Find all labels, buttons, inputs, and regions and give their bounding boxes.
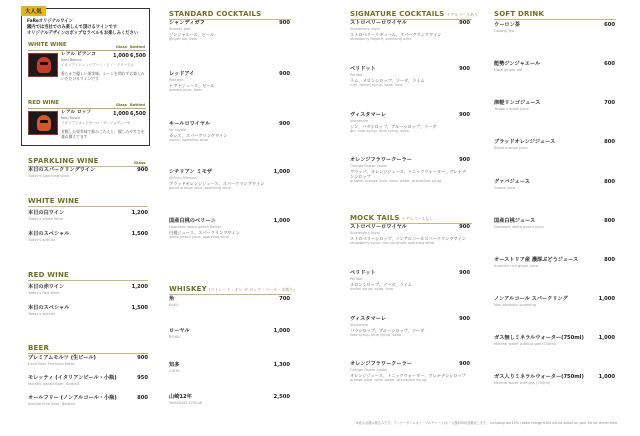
footer-note: ※表示金額は税込みです。ディナータイムはテーブルチャージ(お一人様¥300)頂戴致します。 including tax 10% / table charge ¥300 will be added on your bill for dinner time [356,421,618,425]
divider [28,206,148,207]
price: 1,200 [131,284,148,290]
price: 900 [459,66,470,72]
promo-white-title: WHITE WINE [28,42,67,48]
price: 900 [137,355,148,361]
menu-item: 本日の白ワイン Today's White Wine [28,210,65,221]
section-soft-drink: SOFT DRINK [494,10,545,18]
menu-item: ヴィスタマーレ Vistamare バラシロップ、ブルーシロップ、ソーダ rose syrup, blue syrup, soda [350,316,425,338]
promo-red-name: レアル ロッソ [61,110,92,115]
price: 950 [137,375,148,381]
section-red-wine: RED WINE [28,271,69,279]
menu-item: 本日のスペシャル Today's special [28,305,70,316]
menu-item: 本日の赤ワイン Today's Red Wine [28,284,65,295]
section-whiskey: WHISKEY (ストレート・オン ザ ロック・ソーダ・水割り) [169,285,295,293]
price: 1,000 [598,335,615,341]
price: 1,300 [273,362,290,368]
wine-label-image [28,111,58,135]
menu-item: レッドアイ Red eye トマトジュース、ビール tomato juice, beer [169,71,215,93]
price: 1,000 [273,328,290,334]
price: 900 [459,112,470,118]
price: 700 [279,296,290,302]
section-standard-cocktails: STANDARD COCKTAILS [169,10,262,18]
price: 1,200 [131,210,148,216]
price: 1,000 [598,296,615,302]
menu-item: 知多 CHITA [169,362,180,373]
menu-item: ガス無しミネラルウォーター(750ml) Mineral water without gas (750ml) [494,335,584,346]
promo-red-title: RED WINE [28,100,59,106]
section-signature-cocktails: SIGNATURE COCKTAILS ＊アルコールあり [350,10,479,18]
menu-item: ペリドット Peridot メロンシロップ、ソーダ、ライム melon syrup, soda, lime [350,270,412,292]
price: 1,500 [131,231,148,237]
menu-item: オレンジフラワークーラー Orange flower cooler オレンジジュース、トニックウォーター、グレナデンシロップ orange juice, tonic water, grenadine syrup [350,361,466,383]
menu-item: シチリアン ミモザ Sicilian Mimosa ブラッドオレンジジュース、スパークリングワイン blood orange juice, sparkling wine [169,169,265,191]
price: 1,500 [131,305,148,311]
menu-item: 山崎12年 YAMAZAKI 12YEAR [169,394,203,405]
price: 900 [459,270,470,276]
price: 900 [459,316,470,322]
menu-item: シャンディガフ Shandy gaff ジンジャエール、ビール ginger ale, beer [169,20,215,42]
menu-item: オールフリー (ノンアルコール・小瓶) Alcohol-Free Beer, Bottled [28,395,117,406]
menu-item: 能勢ジンジャエール Nose ginger ale [494,61,541,72]
section-beer: BEER [28,344,50,352]
menu-item: モレッティ (イタリアンビール・小瓶) Moretti, Italian Beer, Bottled [28,375,117,386]
price: 700 [604,100,615,106]
price: 1,000 [273,218,290,224]
price: 900 [279,20,290,26]
divider [28,353,148,354]
price: 800 [604,218,615,224]
promo-headline: FaReオリジナルワイン 國内では当社でのみ楽しんで頂けるワインです オリジナルデザインのボップなラベルもお楽しみください [27,19,139,36]
menu-item: 津軽リンゴジュース Tsugaru apple juice [494,100,541,111]
price: 900 [279,121,290,127]
price: 800 [604,179,615,185]
section-sparkling: SPARKLING WINE [28,157,99,165]
menu-item: ガス入りミネラルウォーター(750ml) Mineral water with gas (750ml) [494,374,584,385]
menu-item: オレンジフラワークーラー Orange flower cooler グラッパ、オレンジジュース、トニックウォーター、グレナデンシロップ grappa, orange juice, tonic water, grenadine syrup [350,157,467,184]
menu-item: ブラッドオレンジジュース Blood orange juice [494,139,556,150]
menu-item: ストロベリーロワイヤル Strawberry royal ストロベリーシロップ、ノンアルコールスパークリングワイン strawberry syrup, non-alcoholic sparkling wine [350,224,466,246]
menu-item: ウーロン茶 Oolong Tea [494,22,520,33]
divider [28,50,146,51]
divider [169,294,291,295]
section-white-wine: WHITE WINE [28,197,80,205]
price: 900 [459,20,470,26]
divider [28,108,146,109]
menu-item: オーストリア産 濃厚ぶどうジュース Austrian rich grape juice [494,257,579,268]
menu-item: 国産白桃のベリーニ Domestic white peach Bellini 白桃ジュース、スパークリングワイン white peach juice, sparkling wine [169,218,240,240]
promo-white-name: レアル ビアンコ [61,52,96,57]
divider [494,19,616,20]
promo-box: 大人気 FaReオリジナルワイン 國内では当社でのみ楽しんで頂けるワインです オリジナルデザインのボップなラベルもお楽しみください WHITE WINE Glass Bottled レアル ビアンコ Real Bianco イタリア / トレッビアーノ・ピノ・グリージョ 香らかで優しい果実味、シーンを問わずお楽しみいただけるワインです 1,000 6,500 RED WINE Glass Bottled レアル ロッソ Real Rosso イタリア / ネッビオーロ・サンジョヴェーゼ 芳醇した果実味で飲みごたえと、親しみやすさを兼ね備えてます 1,000 6,500 [21,8,150,146]
menu-item: ローヤル ROYAL [169,328,190,339]
price: 2,500 [273,394,290,400]
menu-item: グァバジュース Guava juice [494,179,530,190]
menu-item: 国産白桃ジュース Domestic white peach juice [494,218,544,229]
menu-item: キールロワイヤル Kir royale カシス、スパークリングワイン cassis, sparkling wine [169,121,228,143]
price: 1,000 [598,374,615,380]
price: 800 [604,139,615,145]
menu-item: ヴィスタマーレ Vistamare ジン、バタシロップ、ブルーシロップ、ソーダ gin, rose syrup, blue syrup, soda [350,112,437,134]
price: 1,000 [273,169,290,175]
price: 900 [459,361,470,367]
glass-header: Glass [134,160,146,165]
menu-item: 本日のスパークリングワイン Today's Sparkling Wine [28,167,96,178]
price: 600 [604,61,615,67]
divider [28,280,148,281]
price: 600 [604,22,615,28]
price: 900 [459,224,470,230]
price: 800 [604,257,615,263]
menu-item: 角 KAKU [169,296,179,307]
section-mock-tails: MOCK TAILS ＊アルコールなし [350,214,434,222]
menu-item: ペリドット Peridot ラム、メロンシロップ、ソーダ、ライム rum, melon syrup, soda, lime [350,66,425,88]
price: 900 [459,157,470,163]
price: 900 [137,167,148,173]
promo-tag: 大人気 [21,6,46,16]
price: 900 [279,71,290,77]
menu-item: プレミアムモルツ (生ビール) Draft Beer Premium Malts [28,355,96,366]
menu-item: ストロベリーロワイヤル Strawberry royal ストロベリーリキュール、スパークリングワイン strawberry liqueur, sparkling wine [350,20,442,42]
menu-item: ノンアルコール スパークリング Non-alcoholic sparkling [494,296,568,307]
menu-item: 本日のスペシャル Today's special [28,231,70,242]
wine-label-image [28,53,58,77]
price: 800 [137,395,148,401]
